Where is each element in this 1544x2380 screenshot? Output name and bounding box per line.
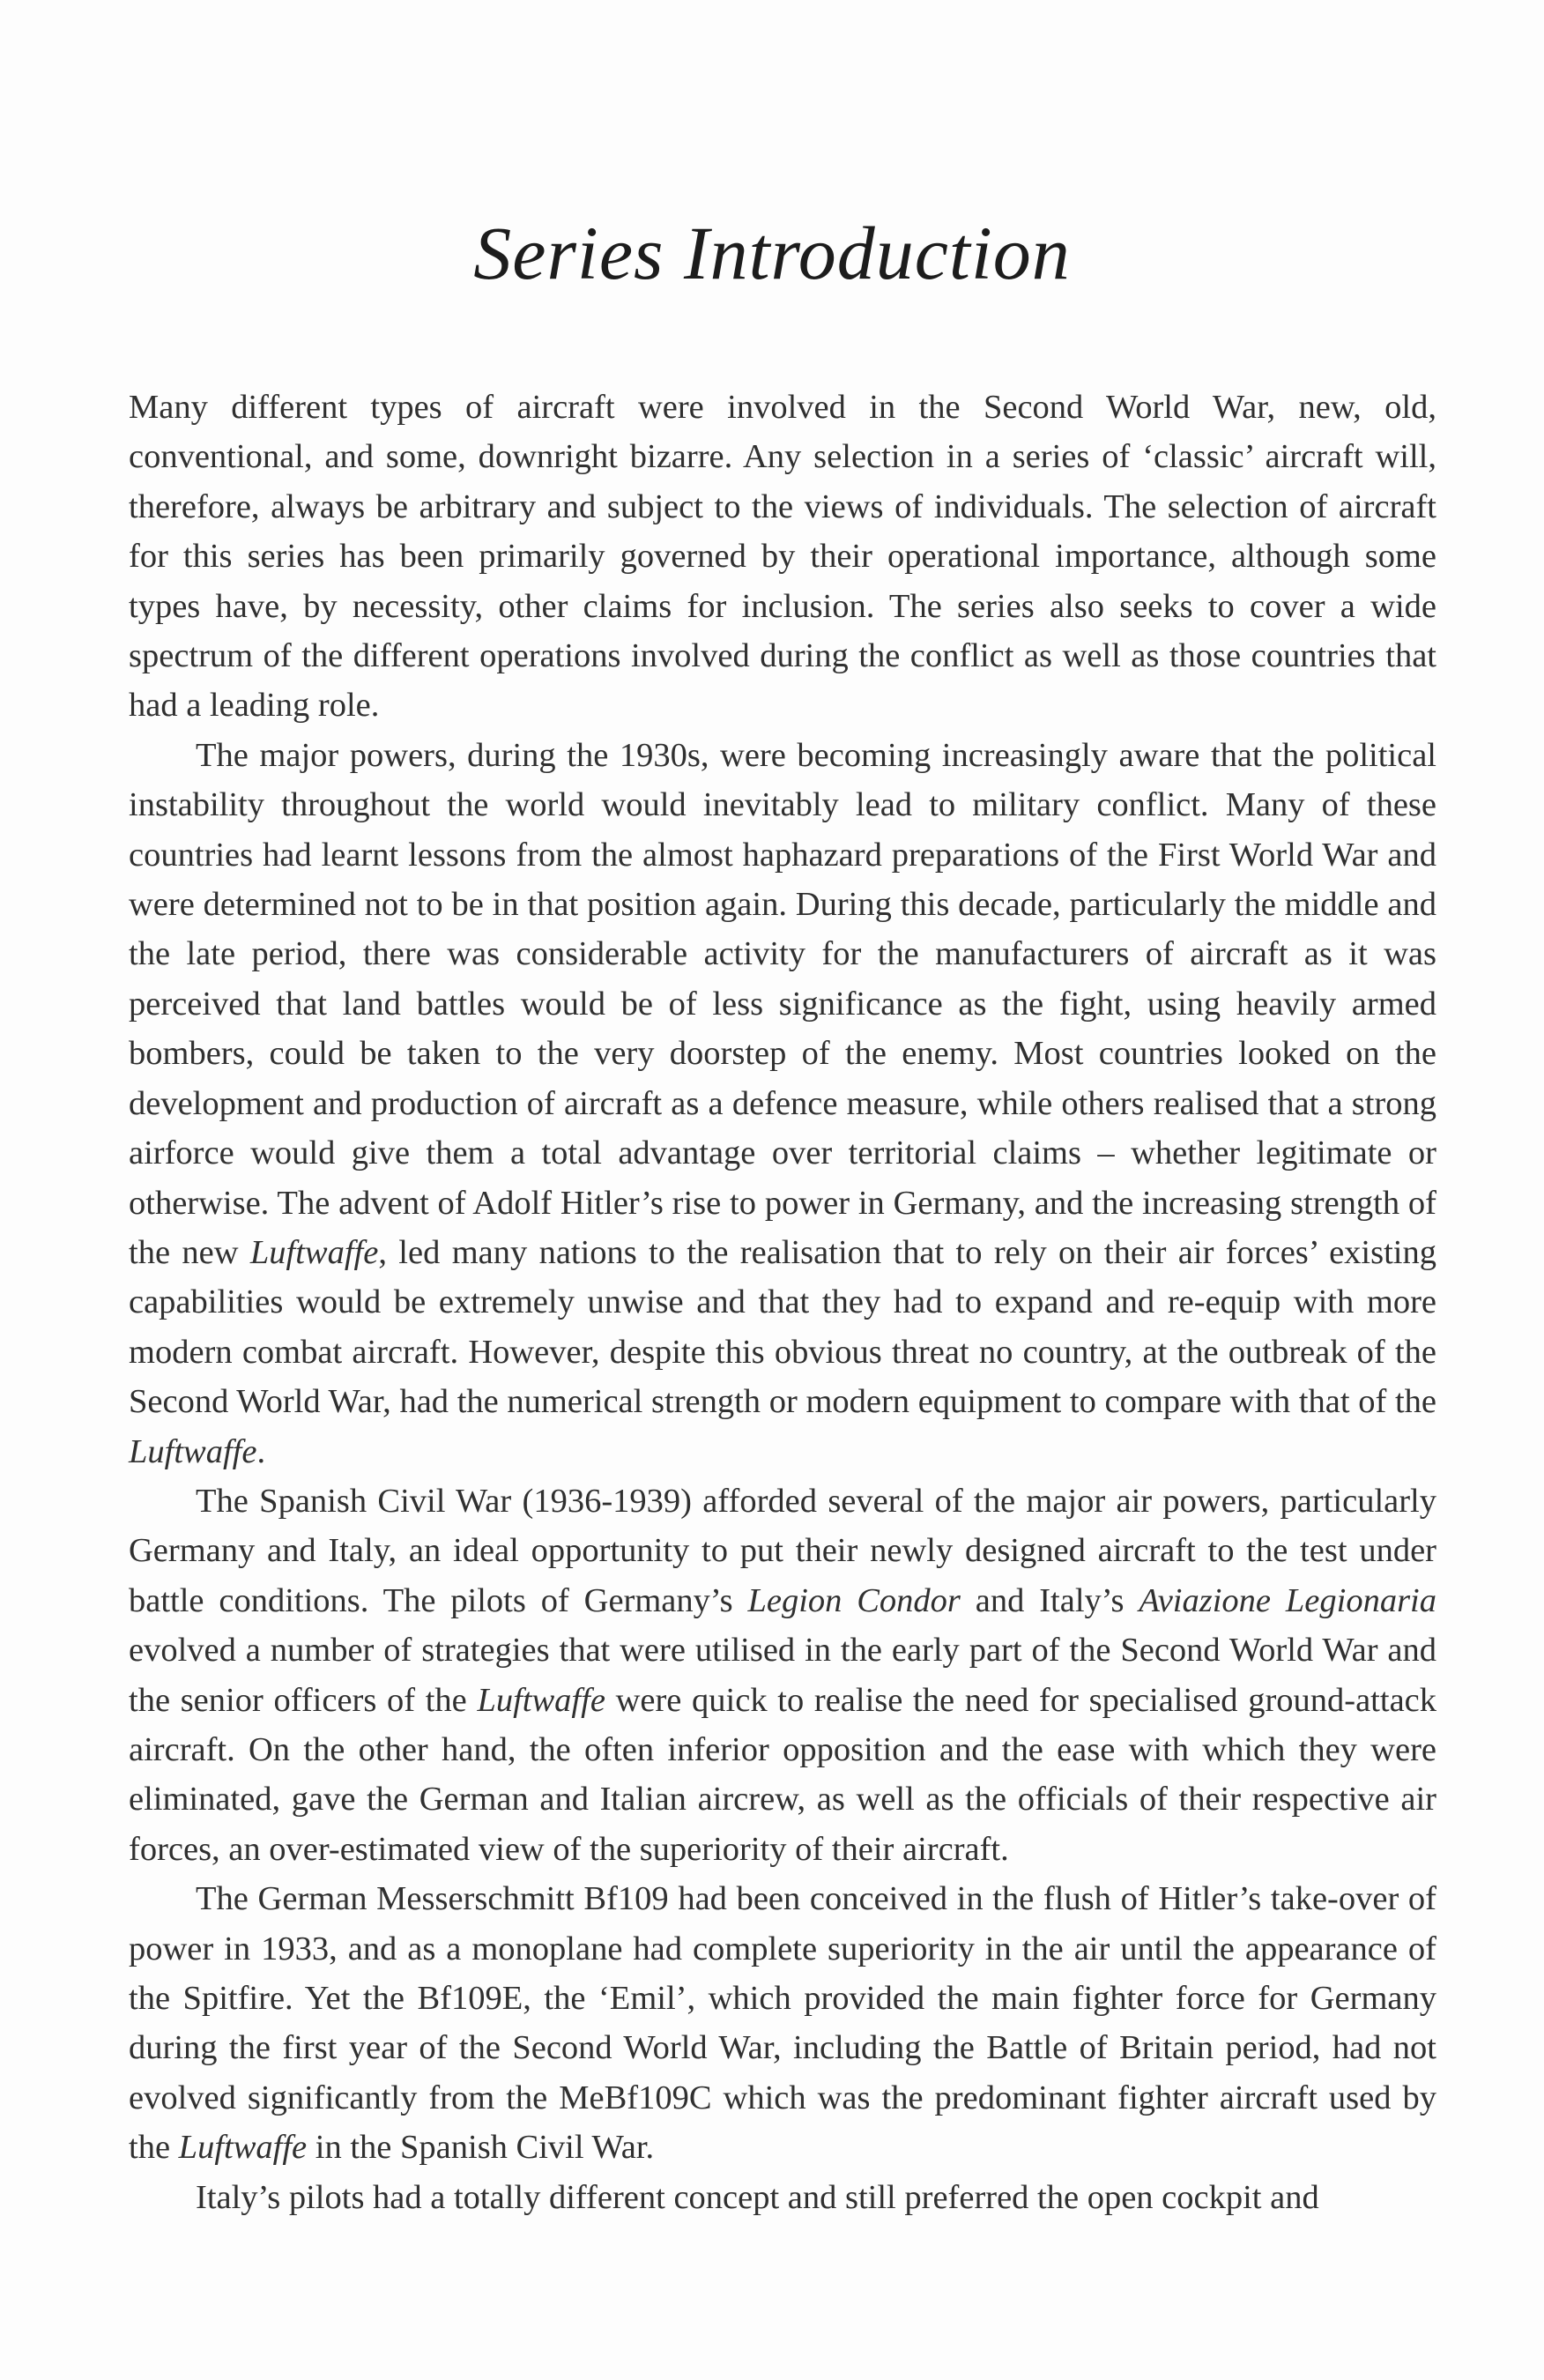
text-run: evolved a number of strategies that were utilised in the early part of the Second World War and the senior officers of the xyxy=(129,1632,1436,1719)
italic-term: Luftwaffe xyxy=(178,2129,308,2167)
paragraph xyxy=(129,731,1436,1476)
text-run: The Spanish Civil War (1936-1939) afforded several of the major air powers, particularly Germany and Italy, an ideal opportunity to put their newly designed aircraft to the test under battle conditions. The pilots of Germany’s xyxy=(129,1482,1436,1619)
page-title: Series Introduction xyxy=(473,211,1071,295)
paragraph xyxy=(129,1874,1436,2172)
italic-term: Luftwaffe xyxy=(129,1432,257,1470)
text-run: The major powers, during the 1930s, were becoming increasingly aware that the political instability throughout the world would inevitably lead to military conflict. Many of these countries had learnt lessons from the almost haphazard preparations of the First World War and were determined not to be in that position again. During this decade, particularly the middle and the late period, there was considerable activity for the manufacturers of aircraft as it was perceived that land battles would be of less significance as the fight, using heavily armed bombers, could be taken to the very doorstep of the enemy. Most countries looked on the development and production of aircraft as a defence measure, while others realised that a strong airforce would give them a total advantage over territorial claims – whether legitimate or otherwise. The advent of Adolf Hitler’s rise to power in Germany, and the increasing strength of the new xyxy=(129,736,1436,1271)
text-run: The German Messerschmitt Bf109 had been conceived in the flush of Hitler’s take-over of power in 1933, and as a monoplane had complete superiority in the air until the appearance of the Spitfire. Yet the Bf109E, the ‘Emil’, which provided the main fighter force for Germany during the first year of the Second World War, including the Battle of Britain period, had not evolved significantly from the MeBf109C which was the predominant fighter aircraft used by the xyxy=(129,1880,1436,2167)
body-text xyxy=(129,383,1436,2222)
paragraph xyxy=(129,1476,1436,1874)
text-run: and Italy’s xyxy=(960,1581,1139,1619)
italic-term: Legion Condor xyxy=(747,1581,961,1619)
paragraph xyxy=(129,2173,1436,2222)
text-run: were quick to realise the need for specialised ground-attack aircraft. On the other hand, the often inferior opposition and the ease with which they were eliminated, gave the German and Italian aircrew, as well as the officials of their respective air forces, an over-estimated view of the superiority of their aircraft. xyxy=(129,1681,1436,1868)
text-run: , led many nations to the realisation that to rely on their air forces’ existing capabilities would be extremely unwise and that they had to expand and re-equip with more modern combat aircraft. However, despite this obvious threat no country, at the outbreak of the Second World War, had the numerical strength or modern equipment to compare with that of the xyxy=(129,1233,1437,1421)
text-run: . xyxy=(256,1432,266,1470)
text-run: in the Spanish Civil War. xyxy=(307,2129,655,2167)
text-run: Many different types of aircraft were involved in the Second World War, new, old, conventional, and some, downright bizarre. Any selection in a series of ‘classic’ aircraft will, therefore, always be arbitrary and subject to the views of individuals. The selection of aircraft for this series has been primarily governed by their operational importance, although some types have, by necessity, other claims for inclusion. The series also seeks to cover a wide spectrum of the different operations involved during the conflict as well as those countries that had a leading role. xyxy=(129,389,1436,725)
italic-term: Luftwaffe xyxy=(477,1681,605,1719)
italic-term: Aviazione Legionaria xyxy=(1139,1581,1436,1619)
italic-term: Luftwaffe xyxy=(249,1233,379,1271)
paragraph xyxy=(129,383,1436,731)
text-run: Italy’s pilots had a totally different concept and still preferred the open cockpit and xyxy=(196,2178,1319,2216)
